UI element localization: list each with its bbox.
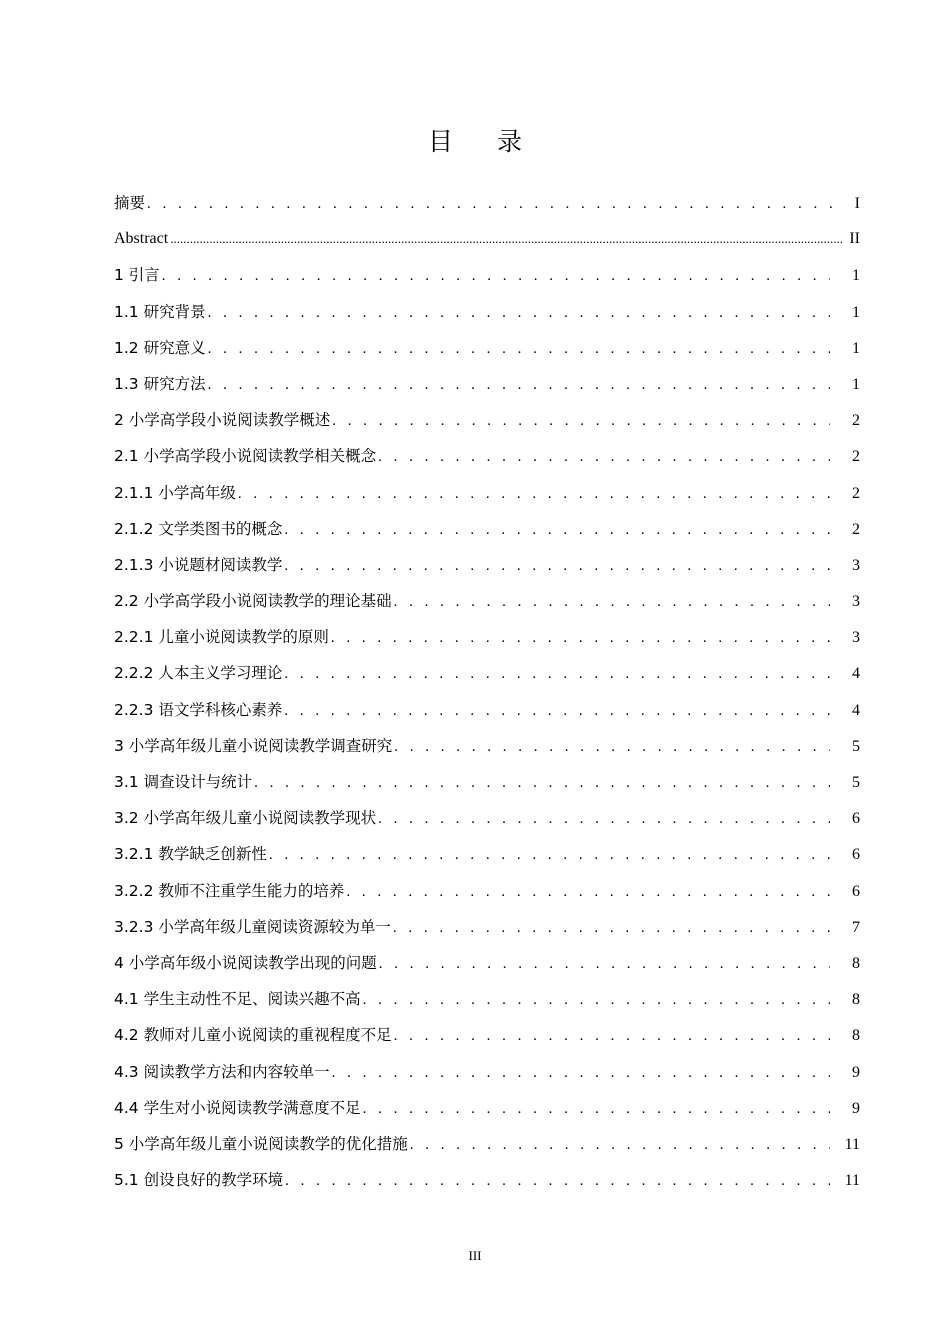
toc-entry-1-1[interactable] <box>114 294 860 330</box>
toc-entry-label: 4.4 学生对小说阅读教学满意度不足 <box>114 1098 361 1117</box>
toc-entry-label: 5.1 创设良好的教学环境 <box>114 1171 284 1190</box>
toc-entry-label: 4 小学高年级小说阅读教学出现的问题 <box>114 953 377 972</box>
toc-entry-page: 2 <box>852 484 860 502</box>
toc-entry-label: 3 小学高年级儿童小说阅读教学调查研究 <box>114 736 393 755</box>
toc-leader-dots <box>208 367 830 403</box>
toc-entry-3-2-3[interactable] <box>114 909 860 945</box>
toc-entry-2-1-1[interactable] <box>114 475 860 511</box>
toc-entry-page: 1 <box>852 375 860 393</box>
toc-entry-label: 1.3 研究方法 <box>114 374 206 393</box>
toc-leader-dots <box>254 765 830 801</box>
toc-entry-page: 4 <box>852 701 860 719</box>
toc-entry-label: 3.2.1 教学缺乏创新性 <box>114 845 267 864</box>
toc-entry-page: 8 <box>852 991 860 1009</box>
toc-entry-label: 3.2 小学高年级儿童小说阅读教学现状 <box>114 809 377 828</box>
toc-entry-label: 4.2 教师对儿童小说阅读的重视程度不足 <box>114 1026 392 1045</box>
toc-leader-dots <box>378 801 830 837</box>
toc-leader-dots <box>238 476 830 512</box>
toc-leader-dots <box>284 693 830 729</box>
toc-entry-page: 1 <box>852 339 860 357</box>
toc-entry-2-2-2[interactable] <box>114 655 860 691</box>
toc-entry-3-2[interactable] <box>114 800 860 836</box>
toc-entry-2-2[interactable] <box>114 583 860 619</box>
toc-leader-dots <box>410 1127 830 1163</box>
toc-entry-3-1[interactable] <box>114 764 860 800</box>
toc-leader-dots <box>363 1091 830 1127</box>
toc-entry-label: 2.1.1 小学高年级 <box>114 483 236 502</box>
toc-leader-dots <box>284 512 830 548</box>
toc-entry-page: 11 <box>844 1172 860 1190</box>
toc-entry-4-2[interactable] <box>114 1017 860 1053</box>
toc-entry-page: 5 <box>852 737 860 755</box>
toc-leader-dots <box>285 1163 830 1199</box>
toc-entry-label: 1.2 研究意义 <box>114 338 206 357</box>
toc-entry-page: 3 <box>852 629 860 647</box>
toc-entry-page: 6 <box>852 882 860 900</box>
toc-entry-label: 3.2.2 教师不注重学生能力的培养 <box>114 881 345 900</box>
toc-entry-2[interactable] <box>114 402 860 438</box>
toc-entry-page: 9 <box>852 1099 860 1117</box>
toc-entry-abstract-en[interactable] <box>114 221 860 257</box>
toc-leader-dots <box>208 331 830 367</box>
toc-entry-label: 摘要 <box>114 194 146 212</box>
toc-entry-3-2-2[interactable] <box>114 873 860 909</box>
toc-leader-dots <box>331 620 830 656</box>
toc-entry-page: 4 <box>852 665 860 683</box>
toc-entry-page: 8 <box>852 1027 860 1045</box>
toc-leader-dots <box>394 584 830 620</box>
toc-leader-dots <box>346 874 830 910</box>
toc-entry-page: 11 <box>844 1135 860 1153</box>
toc-leader-dots <box>170 221 842 257</box>
footer-page-number: III <box>468 1248 482 1263</box>
toc-entry-label: 5 小学高年级儿童小说阅读教学的优化措施 <box>114 1134 408 1153</box>
toc-entry-2-1-2[interactable] <box>114 511 860 547</box>
page-title: 目 录 <box>428 127 540 156</box>
toc-entry-1-2[interactable] <box>114 330 860 366</box>
toc-entry-label: 2 小学高学段小说阅读教学概述 <box>114 411 331 430</box>
toc-leader-dots <box>332 403 830 439</box>
toc-entry-page: I <box>854 195 860 212</box>
toc-leader-dots <box>363 982 830 1018</box>
toc-entry-2-1-3[interactable] <box>114 547 860 583</box>
table-of-contents <box>114 185 860 1198</box>
toc-leader-dots <box>147 186 842 222</box>
toc-entry-label: 4.3 阅读教学方法和内容较单一 <box>114 1062 330 1081</box>
toc-entry-4-4[interactable] <box>114 1090 860 1126</box>
toc-entry-page: 2 <box>852 448 860 466</box>
toc-entry-page: 7 <box>852 918 860 936</box>
toc-entry-abstract-cn[interactable] <box>114 185 860 221</box>
toc-entry-3[interactable] <box>114 728 860 764</box>
toc-entry-label: 2.1.3 小说题材阅读教学 <box>114 555 283 574</box>
toc-entry-page: 1 <box>852 267 860 285</box>
toc-leader-dots <box>378 439 830 475</box>
toc-entry-5-1[interactable] <box>114 1162 860 1198</box>
toc-entry-page: 3 <box>852 556 860 574</box>
toc-leader-dots <box>394 729 830 765</box>
toc-entry-label: 4.1 学生主动性不足、阅读兴趣不高 <box>114 990 361 1009</box>
toc-entry-label: 2.2.2 人本主义学习理论 <box>114 664 283 683</box>
toc-entry-4-1[interactable] <box>114 981 860 1017</box>
toc-leader-dots <box>332 1055 830 1091</box>
toc-leader-dots <box>379 946 830 982</box>
toc-entry-label: 2.1 小学高学段小说阅读教学相关概念 <box>114 447 377 466</box>
toc-entry-1-3[interactable] <box>114 366 860 402</box>
toc-entry-label: 2.2 小学高学段小说阅读教学的理论基础 <box>114 592 392 611</box>
toc-entry-page: 8 <box>852 954 860 972</box>
toc-entry-2-2-3[interactable] <box>114 692 860 728</box>
toc-entry-4-3[interactable] <box>114 1054 860 1090</box>
toc-leader-dots <box>284 548 830 584</box>
toc-entry-2-1[interactable] <box>114 438 860 474</box>
toc-entry-label: 2.2.3 语文学科核心素养 <box>114 700 283 719</box>
toc-entry-page: 2 <box>852 412 860 430</box>
toc-entry-label: 3.1 调查设计与统计 <box>114 773 253 791</box>
toc-entry-page: II <box>849 230 860 248</box>
toc-entry-label: Abstract <box>114 230 169 248</box>
toc-entry-label: 3.2.3 小学高年级儿童阅读资源较为单一 <box>114 917 391 936</box>
toc-leader-dots <box>269 837 830 873</box>
toc-entry-5[interactable] <box>114 1126 860 1162</box>
toc-leader-dots <box>394 1018 830 1054</box>
toc-entry-page: 2 <box>852 520 860 538</box>
toc-entry-page: 5 <box>852 774 860 791</box>
toc-leader-dots <box>284 656 830 692</box>
toc-entry-2-2-1[interactable] <box>114 619 860 655</box>
toc-entry-label: 2.2.1 儿童小说阅读教学的原则 <box>114 628 329 647</box>
toc-entry-label: 1 引言 <box>114 266 160 285</box>
toc-entry-4[interactable] <box>114 945 860 981</box>
toc-leader-dots <box>393 910 830 946</box>
toc-entry-label: 1.1 研究背景 <box>114 302 206 321</box>
toc-entry-page: 3 <box>852 593 860 611</box>
toc-entry-page: 6 <box>852 810 860 828</box>
toc-entry-page: 6 <box>852 846 860 864</box>
toc-entry-3-2-1[interactable] <box>114 836 860 872</box>
toc-entry-1[interactable] <box>114 257 860 293</box>
toc-entry-page: 1 <box>852 303 860 321</box>
toc-entry-label: 2.1.2 文学类图书的概念 <box>114 519 283 538</box>
toc-leader-dots <box>208 295 830 331</box>
toc-leader-dots <box>162 258 830 294</box>
toc-entry-page: 9 <box>852 1063 860 1081</box>
